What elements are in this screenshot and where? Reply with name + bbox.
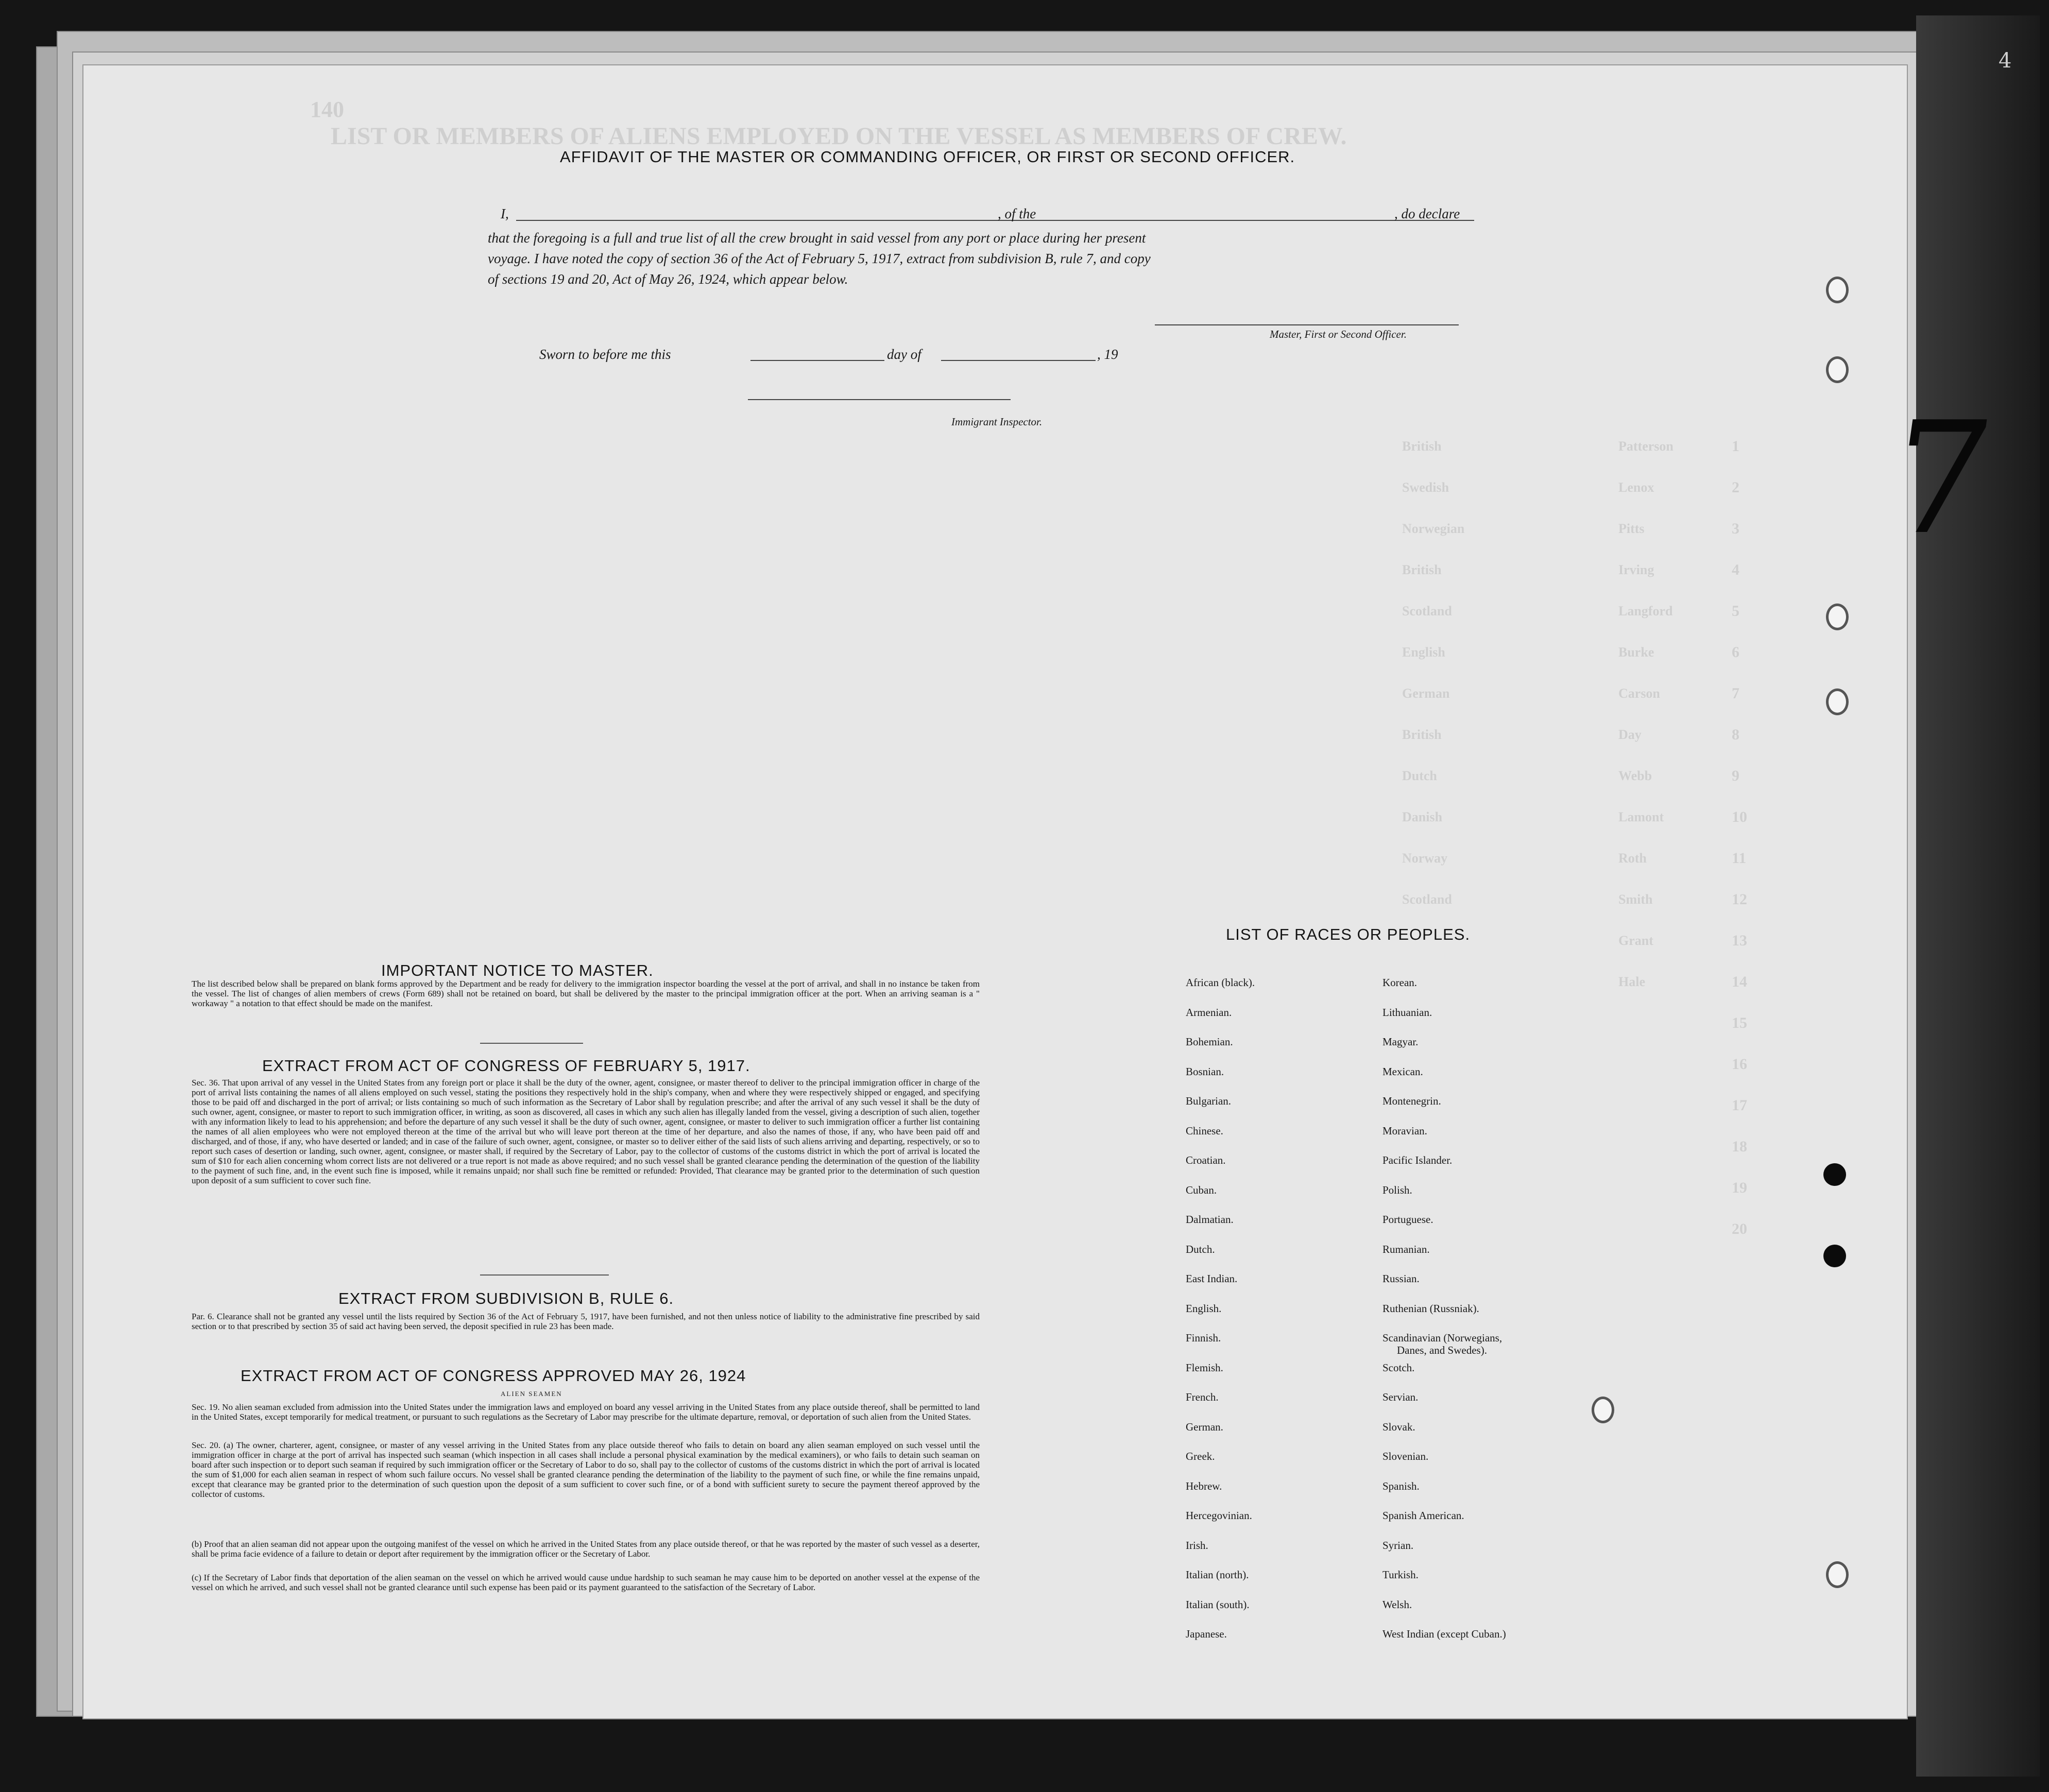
rule-1	[480, 1043, 583, 1044]
sworn-month-line	[941, 360, 1096, 361]
race-left-item: Italian (south).	[1186, 1598, 1250, 1611]
extract-1917-title: EXTRACT FROM ACT OF CONGRESS OF FEBRUARY 5, 1917.	[262, 1057, 750, 1075]
race-right-item: Portuguese.	[1382, 1213, 1433, 1226]
race-right-item: Ruthenian (Russniak).	[1382, 1302, 1479, 1315]
race-left-item: Bosnian.	[1186, 1065, 1224, 1078]
subdivision-title: EXTRACT FROM SUBDIVISION B, RULE 6.	[338, 1289, 674, 1307]
race-left-item: Bulgarian.	[1186, 1095, 1232, 1107]
affidavit-title: AFFIDAVIT OF THE MASTER OR COMMANDING OFFICER, OR FIRST OR SECOND OFFICER.	[560, 148, 1295, 166]
race-right-item-continuation: Danes, and Swedes).	[1397, 1344, 1487, 1356]
binder-dot-2	[1823, 1245, 1846, 1267]
punch-hole-6	[1826, 1561, 1849, 1588]
race-left-item: Chinese.	[1186, 1124, 1223, 1137]
race-right-item: Slovenian.	[1382, 1450, 1429, 1462]
race-left-item: African (black).	[1186, 976, 1255, 989]
race-left-item: Flemish.	[1186, 1361, 1223, 1374]
race-left-item: Armenian.	[1186, 1006, 1232, 1019]
race-right-item: Scandinavian (Norwegians,	[1382, 1332, 1502, 1344]
punch-hole-1	[1826, 277, 1849, 303]
race-right-item: Slovak.	[1382, 1420, 1415, 1433]
punch-hole-2	[1826, 356, 1849, 383]
race-right-item: Montenegrin.	[1382, 1095, 1441, 1107]
race-left-item: English.	[1186, 1302, 1222, 1315]
race-right-item: Welsh.	[1382, 1598, 1412, 1611]
race-left-item: Bohemian.	[1186, 1036, 1233, 1048]
handwritten-corner-mark: 4	[1999, 49, 2012, 73]
races-title: LIST OF RACES OR PEOPLES.	[1226, 925, 1471, 943]
signature-line	[1155, 324, 1459, 325]
race-right-item: Magyar.	[1382, 1036, 1419, 1048]
sec20a-text: Sec. 20. (a) The owner, charterer, agent, consignee, or master of any vessel arriving in the United States from any place outside thereof who fails to detain on board any alien seaman employed on such vessel until the immigration officer in charge at the port of arrival has inspected such seaman (which inspection in all cases shall include a personal physical examination by the medical examiners), or who fails to detain such seaman on board after such inspection or to deport such seaman if required by such immigration officer or the Secretary of Labor to do so, shall pay to the collector of customs of the customs district in which the port of arrival is located the sum of $1,000 for each alien seaman in respect of whom such failure occurs. No vessel shall be granted clearance pending the determination of the liability to the payment of such fine, or while the fine remains unpaid, except that clearance may be granted prior to the determination of such question upon the deposit of a sum sufficient to cover such fine, or of a bond with sufficient surety to secure the payment thereof approved by the collector of customs.	[192, 1440, 980, 1499]
race-right-item: Turkish.	[1382, 1569, 1419, 1581]
bleed-through-heading: LIST OR MEMBERS OF ALIENS EMPLOYED ON THE VESSEL AS MEMBERS OF CREW.	[331, 123, 1347, 150]
affidavit-of-the: , of the	[998, 206, 1036, 221]
race-left-item: Greek.	[1186, 1450, 1215, 1462]
bleed-through-col2: Patterson Lenox Pitts Irving Langford Burke Carson Day Webb Lamont Roth Smith Grant Hale	[1618, 439, 1674, 989]
race-right-item: Korean.	[1382, 976, 1418, 989]
race-right-item: Rumanian.	[1382, 1243, 1430, 1255]
race-left-item: Cuban.	[1186, 1183, 1217, 1196]
race-left-item: Italian (north).	[1186, 1569, 1249, 1581]
race-left-item: East Indian.	[1186, 1272, 1238, 1285]
race-right-item: Servian.	[1382, 1391, 1419, 1403]
race-right-item: Spanish.	[1382, 1479, 1420, 1492]
race-left-item: German.	[1186, 1420, 1223, 1433]
binder-dot-1	[1823, 1163, 1846, 1186]
sec20b-text: (b) Proof that an alien seaman did not appear upon the outgoing manifest of the vessel on which he arrived in the United States from any place outside thereof, or that he was reported by the master of such vessel as a deserter, shall be prima facie evidence of a failure to detain or deport after requirement by the immigration officer or the Secretary of Labor.	[192, 1539, 980, 1559]
sworn-text: Sworn to before me this	[539, 347, 671, 362]
punch-hole-5	[1592, 1397, 1614, 1423]
race-left-item: Finnish.	[1186, 1332, 1221, 1344]
handwritten-page-number: 7	[1879, 389, 2003, 568]
race-right-item: Scotch.	[1382, 1361, 1415, 1374]
affidavit-body-line3: of sections 19 and 20, Act of May 26, 1924, which appear below.	[488, 271, 848, 287]
year-text: , 19	[1097, 347, 1118, 362]
affidavit-i-label: I,	[501, 206, 509, 221]
race-right-item: Syrian.	[1382, 1539, 1414, 1552]
sec19-text: Sec. 19. No alien seaman excluded from admission into the United States under the immigration laws and employed on board any vessel arriving in the United States from any place outside thereof, shall be permitted to land in the United States, except temporarily for medical treatment, or pursuant to such regulations as the Secretary of Labor may prescribe for the ultimate departure, removal, or deportation of such alien from the United States.	[192, 1402, 980, 1422]
extract-1924-subtitle: ALIEN SEAMEN	[501, 1390, 562, 1398]
inspector-caption: Immigrant Inspector.	[951, 416, 1043, 428]
notice-title: IMPORTANT NOTICE TO MASTER.	[381, 961, 654, 979]
extract-1917-text: Sec. 36. That upon arrival of any vessel in the United States from any foreign port or place it shall be the duty of the owner, agent, consignee, or master thereof to deliver to the principal immigration officer in charge of the port of arrival lists containing the names of all aliens employed on such vessel, stating the positions they respectively hold in the ship's company, when and where they were respectively shipped or engaged, and specifying those to be paid off and discharged in the port of arrival; or lists containing so much of such information as the Secretary of Labor shall by regulation prescribe; and after the arrival of any such vessel it shall be the duty of such owner, agent, consignee, or master to report to such immigration officer, in writing, as soon as discovered, all cases in which any such alien has illegally landed from the vessel, giving a description of such alien, together with any information likely to lead to his apprehension; and before the departure of any such vessel it shall be the duty of such owner, agent, consignee, or master to deliver to such immigration officer a further list containing the names of all alien employees who were not employed thereon at the time of the arrival but who will leave port thereon at the time of her departure, and also the names of those, if any, who have been paid off and discharged, and of those, if any, who have deserted or landed; and in case of the failure of such owner, agent, consignee, or master so to deliver either of the said lists of such aliens arriving and departing, respectively, or so to report such cases of desertion or landing, such owner, agent, consignee, or master shall, if required by the Secretary of Labor, pay to the collector of customs of the customs district in which the port of arrival is located the sum of $10 for each alien concerning whom correct lists are not delivered or a true report is not made as above required; and no such vessel shall be granted clearance pending the determination of the question of the liability to the payment of such fine, and, in the event such fine is imposed, while it remains unpaid; nor shall such fine be remitted or refunded: Provided, That clearance may be granted prior to the determination of such question upon deposit of a sum sufficient to cover such fine.	[192, 1078, 980, 1185]
affidavit-body-line2: voyage. I have noted the copy of section 36 of the Act of February 5, 1917, extract from subdivision B, rule 7, and copy	[488, 251, 1151, 266]
race-left-item: Irish.	[1186, 1539, 1208, 1552]
inspector-line	[748, 399, 1011, 400]
race-left-item: Hebrew.	[1186, 1479, 1222, 1492]
sworn-day-line	[750, 360, 884, 361]
document-sheet	[82, 64, 1908, 1719]
race-left-item: Croatian.	[1186, 1154, 1226, 1166]
notice-text: The list described below shall be prepared on blank forms approved by the Department and be ready for delivery to the immigration inspector boarding the vessel at the port of arrival, and shall in no instance be taken from the vessel. The list of changes of alien members of crews (Form 689) shall not be retained on board, but shall be delivered by the master to the principal immigration officer at the port. When an arriving seaman is a " workaway " a notation to that effect should be made on the manifest.	[192, 979, 980, 1008]
race-right-item: Spanish American.	[1382, 1509, 1464, 1522]
affidavit-body-line1: that the foregoing is a full and true list of all the crew brought in said vessel from any port or place during her present	[488, 230, 1146, 246]
signature-caption: Master, First or Second Officer.	[1270, 328, 1407, 340]
affidavit-do-declare: , do declare	[1394, 206, 1460, 221]
race-right-item: Mexican.	[1382, 1065, 1423, 1078]
race-right-item: Pacific Islander.	[1382, 1154, 1453, 1166]
right-dark-edge	[1916, 15, 2040, 1777]
bleed-through-stamp: 140	[310, 97, 344, 122]
bleed-through-col1: 1 2 3 4 5 6 7 8 9 10 11 12 13 14 15 16 17 18 19 20	[1732, 438, 1747, 1237]
race-right-item: Russian.	[1382, 1272, 1420, 1285]
race-left-item: Dutch.	[1186, 1243, 1215, 1255]
race-right-item: Lithuanian.	[1382, 1006, 1432, 1019]
punch-hole-3	[1826, 604, 1849, 630]
race-right-item: Polish.	[1382, 1183, 1412, 1196]
race-left-item: Hercegovinian.	[1186, 1509, 1252, 1522]
subdivision-text: Par. 6. Clearance shall not be granted any vessel until the lists required by Section 36 of the Act of February 5, 1917, have been furnished, and not then unless notice of liability to the administrative fine prescribed by said section or to that prescribed by section 35 of said act having been served, the deposit specified in rule 23 has been made.	[192, 1312, 980, 1331]
bleed-through-col3: British Swedish Norwegian British Scotland English German British Dutch Danish Norway Scotland	[1402, 439, 1465, 907]
race-right-item: Moravian.	[1382, 1124, 1427, 1137]
day-of-text: day of	[887, 347, 921, 362]
punch-hole-4	[1826, 688, 1849, 715]
race-left-item: Dalmatian.	[1186, 1213, 1234, 1226]
sec20c-text: (c) If the Secretary of Labor finds that deportation of the alien seaman on the vessel on which he arrived would cause undue hardship to such seaman he may cause him to be deported on another vessel at the expense of the vessel on which he arrived, and such vessel shall not be granted clearance until such expense has been paid or its payment guaranteed to the satisfaction of the Secretary of Labor.	[192, 1573, 980, 1592]
rule-2	[480, 1274, 609, 1276]
race-left-item: Japanese.	[1186, 1628, 1227, 1640]
race-left-item: French.	[1186, 1391, 1219, 1403]
extract-1924-title: EXTRACT FROM ACT OF CONGRESS APPROVED MAY 26, 1924	[241, 1367, 746, 1385]
race-right-item: West Indian (except Cuban.)	[1382, 1628, 1506, 1640]
